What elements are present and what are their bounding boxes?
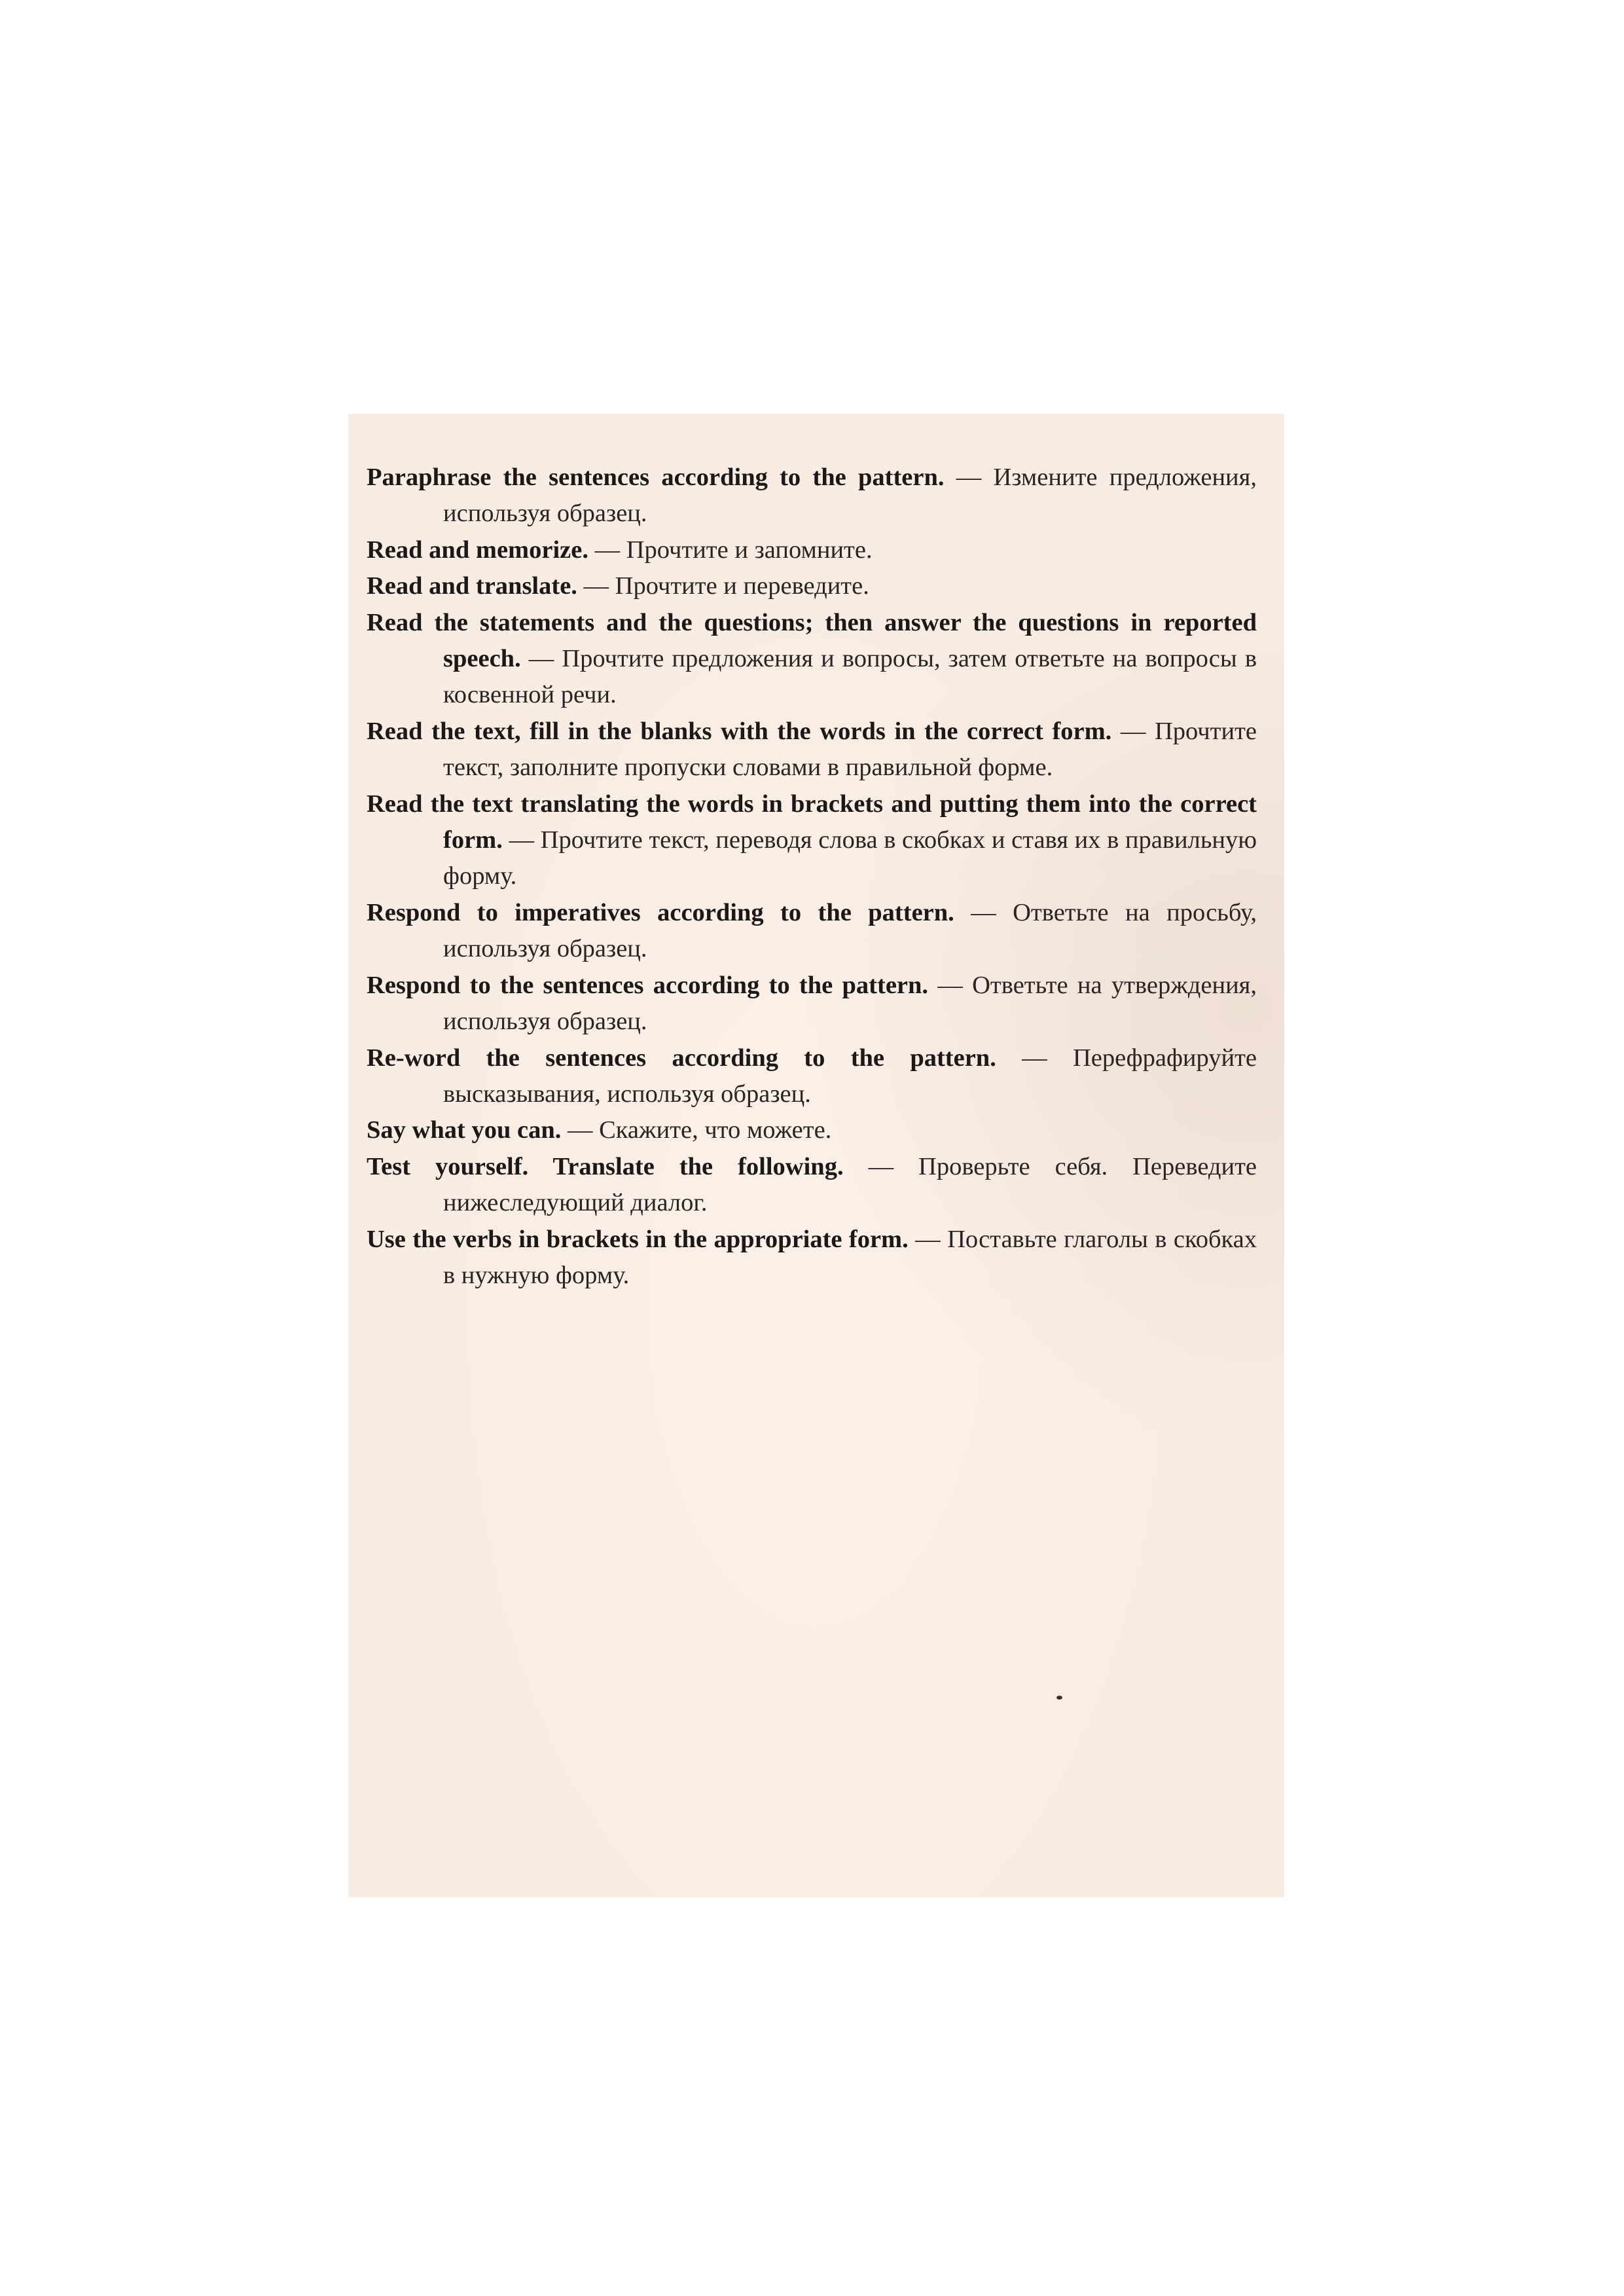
glossary-entry [367, 1040, 1257, 1113]
entry-english: Re-word the sentences according to the pattern. [367, 1044, 996, 1072]
glossary-entry [367, 605, 1257, 714]
entry-russian: — Скажите, что можете. [568, 1116, 832, 1144]
entry-english: Use the verbs in brackets in the appropriate form. [367, 1225, 909, 1253]
entry-english: Read and memorize. [367, 536, 588, 564]
entry-english: Say what you can. [367, 1116, 562, 1144]
print-speck [1056, 1696, 1062, 1700]
entry-russian: — Прочтите предложения и вопросы, затем ответьте на вопросы в косвенной речи. [443, 645, 1257, 709]
glossary-entry [367, 1112, 1257, 1148]
entry-russian: — Прочтите и переведите. [583, 572, 869, 600]
entry-english: Read the statements and the questions; then answer the questions in reported speech. [367, 608, 1257, 673]
entry-russian: — Прочтите текст, переводя слова в скобках и ставя их в правильную форму. [443, 826, 1257, 890]
entry-english: Read the text translating the words in brackets and putting them into the correct form. [367, 790, 1257, 854]
glossary-entry [367, 786, 1257, 895]
entry-english: Paraphrase the sentences according to the pattern. [367, 464, 945, 491]
glossary-entry [367, 568, 1257, 604]
entry-russian: — Ответьте на просьбу, используя образец. [443, 898, 1257, 963]
entry-english: Read and translate. [367, 572, 577, 600]
glossary-entry [367, 1222, 1257, 1294]
glossary-entry [367, 968, 1257, 1040]
entry-russian: — Прочтите и запомните. [594, 536, 873, 564]
entry-russian: — Проверьте себя. Переведите нижеследующий диалог. [443, 1152, 1257, 1217]
scanned-page [348, 414, 1284, 1897]
glossary-entry [367, 895, 1257, 968]
glossary-entry [367, 460, 1257, 532]
entry-russian: — Ответьте на утверждения, используя образец. [443, 971, 1257, 1036]
entry-english: Respond to the sentences according to the pattern. [367, 971, 929, 999]
instruction-glossary [367, 460, 1257, 1294]
entry-russian: — Перефрафируйте высказывания, используя образец. [443, 1044, 1257, 1108]
glossary-entry [367, 1149, 1257, 1222]
entry-russian: — Прочтите текст, заполните пропуски словами в правильной форме. [443, 717, 1257, 782]
entry-english: Read the text, fill in the blanks with the words in the correct form. [367, 717, 1112, 745]
glossary-entry [367, 532, 1257, 568]
entry-russian: — Измените предложения, используя образец. [443, 464, 1257, 528]
glossary-entry [367, 714, 1257, 786]
entry-english: Respond to imperatives according to the pattern. [367, 898, 954, 926]
entry-russian: — Поставьте глаголы в скобках в нужную форму. [443, 1225, 1257, 1289]
entry-english: Test yourself. Translate the following. [367, 1152, 844, 1180]
